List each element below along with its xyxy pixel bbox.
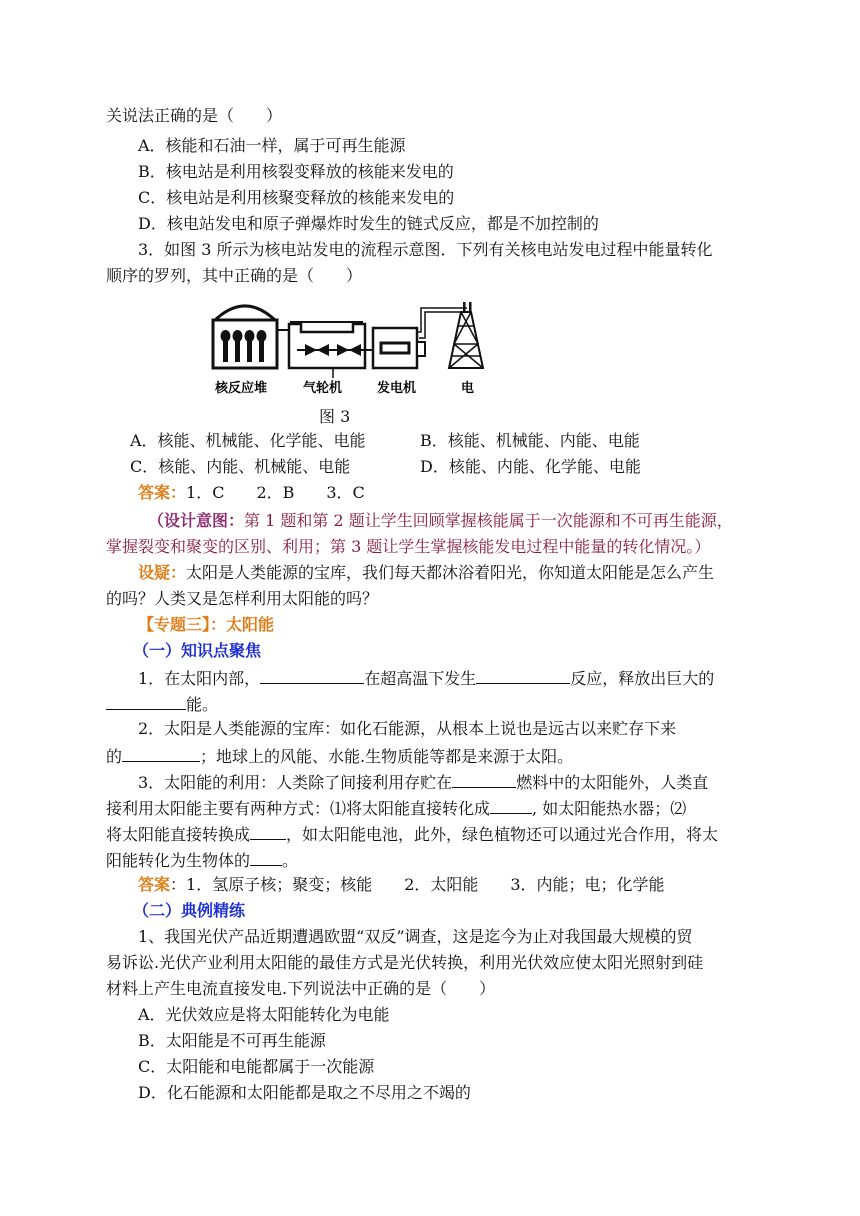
knowledge-item-3-line1: 3．太阳能的利用：人类除了间接利用存贮在 燃料中的太阳能外，人类直: [138, 768, 860, 794]
q3-option-c[interactable]: C．核能、内能、机械能、电能: [130, 457, 351, 476]
answer-label: 答案：: [138, 483, 187, 502]
nuclear-plant-diagram: [205, 292, 505, 398]
topic-title: 【专题三】：太阳能: [138, 615, 275, 634]
q2-option-b[interactable]: B．核电站是利用核裂变释放的核能来发电的: [138, 162, 454, 181]
question-setup-line2: 的吗？人类又是怎样利用太阳能的吗？: [106, 589, 379, 608]
label-electricity: 电: [461, 381, 475, 396]
knowledge-item-1-line1: 1．在太阳内部， 在超高温下发生 反应，释放出巨大的: [138, 664, 860, 690]
blank-field[interactable]: [106, 690, 186, 710]
turbine-icon: [289, 324, 373, 378]
example-1-option-b[interactable]: B．太阳能是不可再生能源: [138, 1031, 326, 1050]
question-setup-line1: 设疑：太阳是人类能源的宝库，我们每天都沐浴着阳光，你知道太阳能是怎么产生: [138, 563, 715, 582]
knowledge-item-3-line2: 接利用太阳能主要有两种方式：⑴将太阳能直接转化成 , 如太阳能热水器；⑵: [106, 794, 860, 820]
blank-field[interactable]: [490, 794, 532, 814]
figure-caption: 图 3: [319, 407, 351, 426]
knowledge-item-3-line3: 将太阳能直接转换成 ，如太阳能电池，此外，绿色植物还可以通过光合作用，将太: [106, 820, 860, 846]
label-turbine: 气轮机: [303, 381, 343, 396]
label-reactor: 核反应堆: [215, 381, 268, 396]
reactor-icon: [213, 306, 277, 368]
answer-block-1: [138, 480, 860, 506]
q3-option-d[interactable]: D．核能、内能、化学能、电能: [420, 457, 641, 476]
design-intent-label: （设计意图：: [148, 511, 245, 530]
q3-stem-line1: 3．如图 3 所示为核电站发电的流程示意图．下列有关核电站发电过程中能量转化: [138, 240, 713, 259]
blank-field[interactable]: [452, 768, 516, 788]
answer-text: 1．C 2．B 3．C: [186, 483, 365, 502]
answer-text: ：1．氢原子核；聚变；核能 2．太阳能 3．内能；电；化学能: [170, 875, 665, 894]
knowledge-item-3-line4: 阳能转化为生物体的 。: [106, 846, 860, 872]
example-1-option-c[interactable]: C．太阳能和电能都属于一次能源: [138, 1057, 375, 1076]
knowledge-item-2-line1: 2．太阳是人类能源的宝库：如化石能源，从根本上说也是远古以来贮存下来: [138, 719, 677, 738]
design-intent-line2: 掌握裂变和聚变的区别、利用；第 3 题让学生掌握核能发电过程中能量的转化情况。）: [106, 537, 711, 556]
label-generator: 发电机: [377, 381, 417, 396]
blank-field[interactable]: [122, 742, 200, 762]
answer-label: 答案: [138, 875, 171, 894]
q3-option-a[interactable]: A．核能、机械能、化学能、电能: [130, 431, 366, 450]
q2-option-c[interactable]: C．核电站是利用核聚变释放的核能来发电的: [138, 188, 455, 207]
blank-field[interactable]: [250, 820, 286, 840]
question-setup-label: 设疑：: [138, 563, 187, 582]
section-title-knowledge: （一）知识点聚焦: [133, 641, 262, 660]
q2-option-a[interactable]: A．核能和石油一样，属于可再生能源: [138, 136, 406, 155]
generator-icon: [373, 328, 425, 368]
q3-stem-line2: 顺序的罗列，其中正确的是（ ）: [106, 266, 363, 285]
example-1-option-d[interactable]: D．化石能源和太阳能都是取之不尽用之不竭的: [138, 1083, 471, 1102]
blank-field[interactable]: [250, 846, 282, 866]
section-title-examples: （二）典例精练: [133, 901, 246, 920]
example-1-option-a[interactable]: A．光伏效应是将太阳能转化为电能: [138, 1005, 390, 1024]
example-1-line2: 易诉讼.光伏产业利用太阳能的最佳方式是光伏转换，利用光伏效应使太阳光照射到硅: [106, 953, 704, 972]
q3-option-b[interactable]: B．核能、机械能、内能、电能: [420, 431, 640, 450]
example-1-line1: 1、我国光伏产品近期遭遇欧盟“双反”调查，这是迄今为止对我国最大规模的贸: [138, 927, 693, 946]
blank-field[interactable]: [476, 664, 570, 684]
answer-block-2: [138, 872, 860, 898]
example-1-line3: 材料上产生电流直接发电.下列说法中正确的是（ ）: [106, 979, 496, 998]
design-intent-line1: （设计意图：第 1 题和第 2 题让学生回顾掌握核能属于一次能源和不可再生能源，: [148, 511, 733, 530]
blank-field[interactable]: [260, 664, 364, 684]
knowledge-item-2-line2: 的 ；地球上的风能、水能.生物质能等都是来源于太阳。: [106, 742, 860, 768]
knowledge-item-1-line2: 能。: [106, 690, 860, 716]
q2-option-d[interactable]: D．核电站发电和原子弹爆炸时发生的链式反应，都是不加控制的: [138, 214, 599, 233]
q2-stem-end: 关说法正确的是（ ）: [106, 106, 283, 125]
